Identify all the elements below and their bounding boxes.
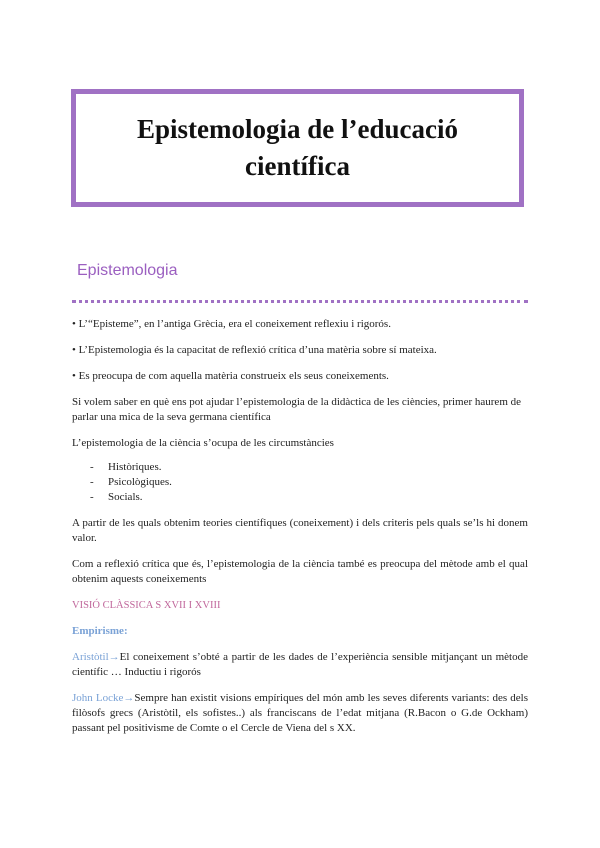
arrow-icon: → bbox=[123, 692, 135, 704]
dash-marker: - bbox=[90, 461, 94, 473]
dash-marker: - bbox=[90, 491, 94, 503]
paragraph: A partir de les quals obtenim teories científiques (coneixement) i dels criteris pels quals se’ls hi donem valor. bbox=[72, 517, 528, 544]
dash-list bbox=[90, 460, 528, 505]
paragraph: Com a reflexió crítica que és, l’epistemologia de la ciència també es preocupa del mètode amb el qual obtenim aquests coneixements bbox=[72, 558, 528, 585]
list-item bbox=[90, 475, 528, 490]
entry-aristotil bbox=[72, 650, 528, 680]
bullet-item: • L’“Episteme”, en l’antiga Grècia, era el coneixement reflexiu i rigorós. bbox=[72, 318, 391, 330]
entry-text: Sempre han existit visions empíriques del món amb les seves diferents variants: des dels filòsofs grecs (Aristòtil, els sofistes..) als franciscans de l’edat mitjana (R.Bacon o G.de Ockham) passant pel positivisme de Comte o el Cercle de Viena del s XX. bbox=[72, 692, 529, 734]
list-item-label: Històriques. bbox=[108, 461, 162, 473]
section-heading: Epistemologia bbox=[77, 262, 178, 279]
list-item bbox=[90, 460, 528, 475]
dotted-divider bbox=[72, 300, 528, 303]
dash-marker: - bbox=[90, 476, 94, 488]
vision-heading: VISIÓ CLÀSSICA S XVII I XVIII bbox=[72, 600, 221, 611]
document-body bbox=[72, 317, 528, 747]
list-item-label: Socials. bbox=[108, 491, 143, 503]
entry-text: El coneixement s’obté a partir de les dades de l’experiència sensible mitjançant un mètode científic … Inductiu i rigorós bbox=[72, 651, 528, 678]
list-item-label: Psicològiques. bbox=[108, 476, 172, 488]
bullet-item: • Es preocupa de com aquella matèria construeix els seus coneixements. bbox=[72, 370, 389, 382]
empirisme-heading: Empirisme: bbox=[72, 625, 128, 637]
paragraph: Si volem saber en què ens pot ajudar l’epistemologia de la didàctica de les ciències, primer haurem de parlar una mica de la seva germana científica bbox=[72, 396, 522, 423]
document-title-line-2: científica bbox=[245, 151, 350, 181]
entry-name: John Locke bbox=[72, 692, 124, 704]
paragraph: L’epistemologia de la ciència s’ocupa de les circumstàncies bbox=[72, 437, 334, 449]
arrow-icon: → bbox=[108, 651, 120, 663]
document-title-line-1: Epistemologia de l’educació bbox=[137, 114, 458, 144]
title-box bbox=[71, 89, 524, 207]
bullet-item: • L’Epistemologia és la capacitat de reflexió crítica d’una matèria sobre sí mateixa. bbox=[72, 344, 437, 356]
entry-name: Aristòtil bbox=[72, 651, 109, 663]
list-item bbox=[90, 490, 528, 505]
entry-locke bbox=[72, 691, 528, 736]
